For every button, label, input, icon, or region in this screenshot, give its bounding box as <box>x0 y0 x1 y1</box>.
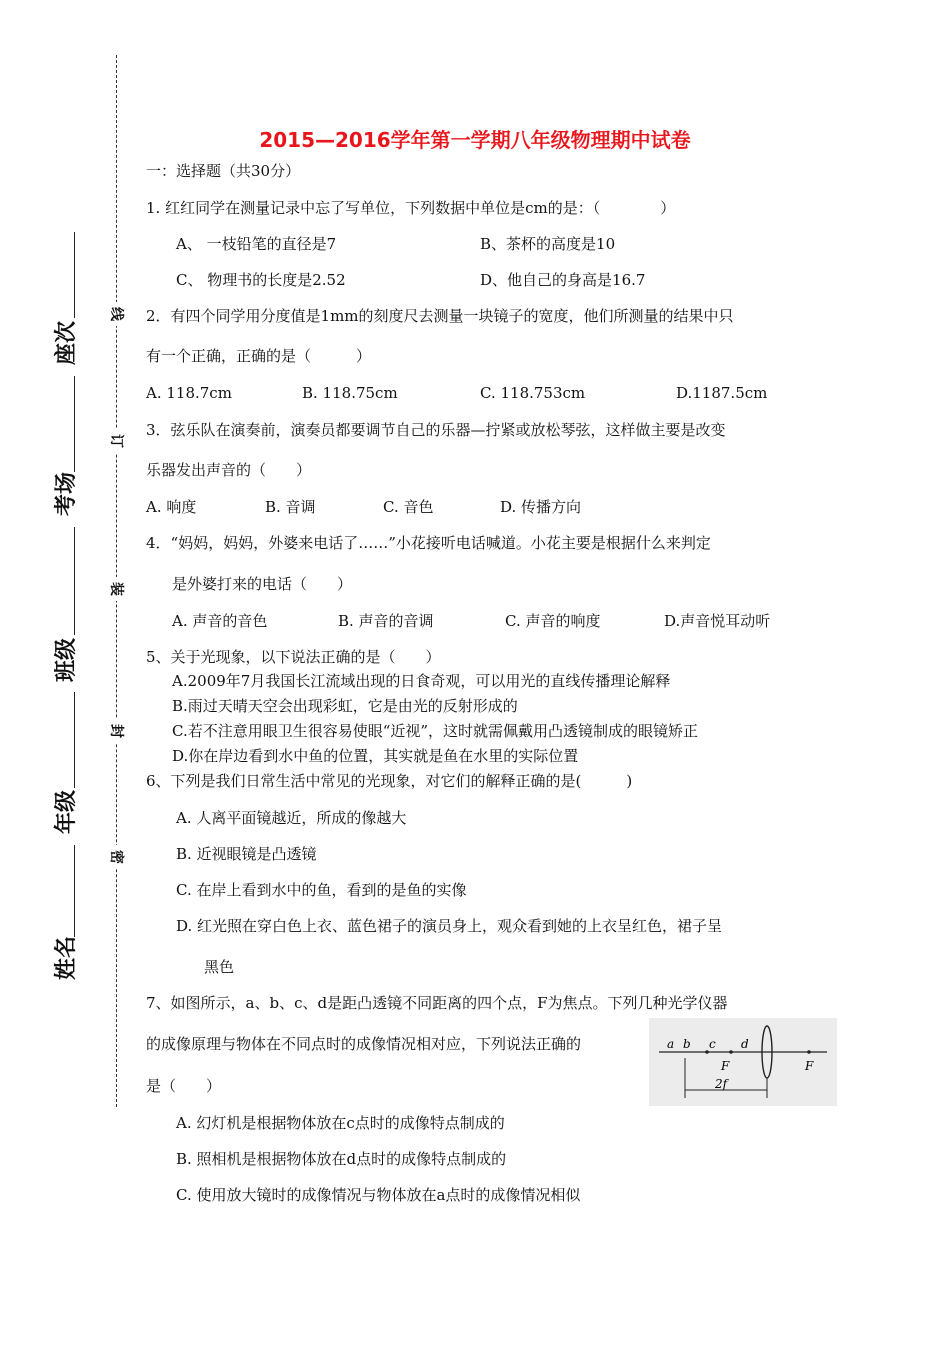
q6-option-a: A. 人离平面镜越近，所成的像越大 <box>176 809 407 827</box>
q5-option-b: B.雨过天晴天空会出现彩虹，它是由光的反射形成的 <box>172 697 518 715</box>
section-heading: 一：选择题（共30分） <box>146 162 301 180</box>
q6-stem: 6、下列是我们日常生活中常见的光现象，对它们的解释正确的是( ) <box>146 772 633 790</box>
q3-option-a: A. 响度 <box>146 498 197 516</box>
q4-option-d: D.声音悦耳动听 <box>664 612 771 630</box>
q6-option-b: B. 近视眼镜是凸透镜 <box>176 845 317 863</box>
q5-option-d: D.你在岸边看到水中鱼的位置，其实就是鱼在水里的实际位置 <box>172 747 579 765</box>
q7-stem-line1: 7、如图所示，a、b、c、d是距凸透镜不同距离的四个点，F为焦点。下列几种光学仪器 <box>146 994 728 1012</box>
class-blank-line[interactable] <box>74 527 75 635</box>
class-label: 班级 <box>53 637 79 682</box>
q6-option-d-line2: 黑色 <box>204 958 235 976</box>
label-d: d <box>741 1037 749 1051</box>
name-label: 姓名 <box>53 935 79 980</box>
binding-char-ding: 订 <box>107 429 125 453</box>
grade-blank-line[interactable] <box>74 692 75 788</box>
q7-stem-line2: 的成像原理与物体在不同点时的成像情况相对应，下列说法正确的 <box>146 1035 582 1053</box>
room-blank-line[interactable] <box>74 376 75 472</box>
binding-char-feng: 封 <box>107 719 125 743</box>
q2-option-d: D.1187.5cm <box>676 384 768 402</box>
q3-stem-line1: 3．弦乐队在演奏前，演奏员都要调节自己的乐器—拧紧或放松琴弦，这样做主要是改变 <box>146 421 726 439</box>
q5-stem: 5、关于光现象，以下说法正确的是（ ） <box>146 648 441 666</box>
q6-option-c: C. 在岸上看到水中的鱼，看到的是鱼的实像 <box>176 881 467 899</box>
q4-option-c: C. 声音的响度 <box>505 612 601 630</box>
q1-option-d: D、他自己的身高是16.7 <box>480 271 646 289</box>
lens-diagram <box>649 1018 837 1106</box>
grade-label: 年级 <box>53 789 79 834</box>
point-d <box>729 1050 733 1054</box>
point-f-right <box>807 1050 811 1054</box>
q7-option-a: A. 幻灯机是根据物体放在c点时的成像特点制成的 <box>176 1114 505 1132</box>
q7-stem-line3: 是（ ） <box>146 1077 222 1095</box>
q2-stem-line1: 2．有四个同学用分度值是1mm的刻度尺去测量一块镜子的宽度，他们所测量的结果中只 <box>146 307 734 325</box>
exam-title: 2015—2016学年第一学期八年级物理期中试卷 <box>259 128 691 152</box>
label-b: b <box>683 1037 691 1051</box>
q7-option-c: C. 使用放大镜时的成像情况与物体放在a点时的成像情况相似 <box>176 1186 581 1204</box>
lens-diagram-svg <box>649 1018 837 1106</box>
q3-option-d: D. 传播方向 <box>500 498 582 516</box>
label-2f: 2f <box>715 1077 728 1091</box>
q1-option-a: A、 一枝铅笔的直径是7 <box>176 235 337 253</box>
q1-stem: 1. 红红同学在测量记录中忘了写单位，下列数据中单位是cm的是：（ ） <box>146 199 676 217</box>
q2-option-a: A. 118.7cm <box>146 384 232 402</box>
label-a: a <box>667 1037 675 1051</box>
q3-stem-line2: 乐器发出声音的（ ） <box>146 461 312 479</box>
binding-char-zhuang: 装 <box>107 577 125 601</box>
q6-option-d-line1: D. 红光照在穿白色上衣、蓝色裙子的演员身上，观众看到她的上衣呈红色，裙子呈 <box>176 917 723 935</box>
room-label: 考场 <box>53 471 79 516</box>
binding-char-mi: 密 <box>107 845 125 869</box>
q4-stem-line2: 是外婆打来的电话（ ） <box>172 575 353 593</box>
q2-stem-line2: 有一个正确，正确的是（ ） <box>146 347 372 365</box>
q7-option-b: B. 照相机是根据物体放在d点时的成像特点制成的 <box>176 1150 507 1168</box>
label-f-left: F <box>721 1059 730 1073</box>
seat-label: 座次 <box>53 320 79 365</box>
q1-option-b: B、茶杯的高度是10 <box>480 235 616 253</box>
q4-stem-line1: 4．“妈妈，妈妈，外婆来电话了……”小花接听电话喊道。小花主要是根据什么来判定 <box>146 534 711 552</box>
q4-option-a: A. 声音的音色 <box>172 612 268 630</box>
q2-option-b: B. 118.75cm <box>302 384 398 402</box>
q1-option-c: C、 物理书的长度是2.52 <box>176 271 346 289</box>
q3-option-b: B. 音调 <box>265 498 316 516</box>
label-f-right: F <box>805 1059 814 1073</box>
q5-option-c: C.若不注意用眼卫生很容易使眼“近视”，这时就需佩戴用凸透镜制成的眼镜矫正 <box>172 722 699 740</box>
q5-option-a: A.2009年7月我国长江流域出现的日食奇观，可以用光的直线传播理论解释 <box>172 672 671 690</box>
q2-option-c: C. 118.753cm <box>480 384 586 402</box>
name-blank-line[interactable] <box>74 845 75 937</box>
binding-char-xian: 线 <box>107 302 125 326</box>
seat-blank-line[interactable] <box>74 232 75 318</box>
q4-option-b: B. 声音的音调 <box>338 612 434 630</box>
label-c: c <box>709 1037 716 1051</box>
q3-option-c: C. 音色 <box>383 498 434 516</box>
